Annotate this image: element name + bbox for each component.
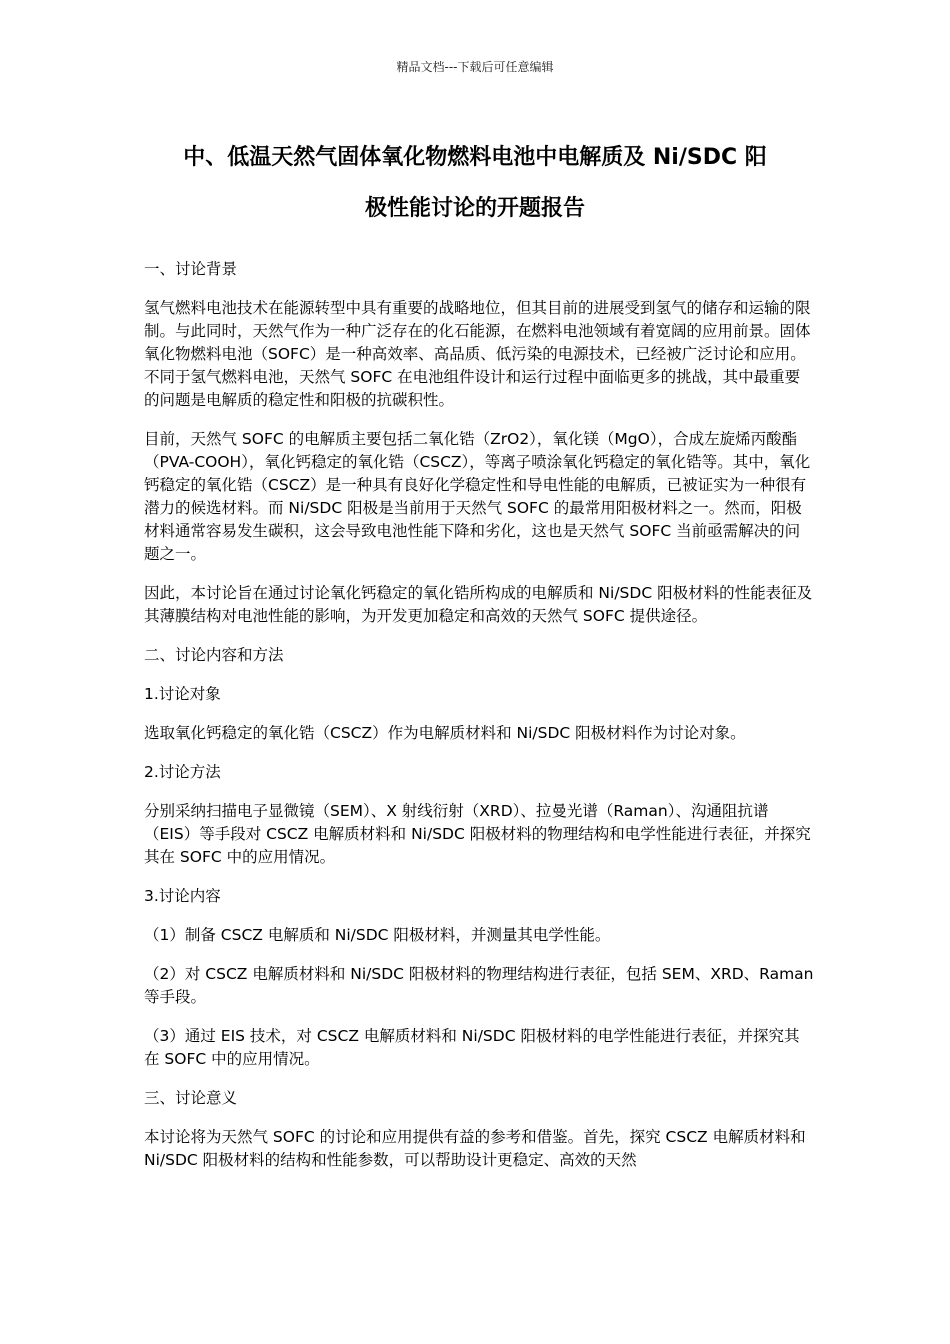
title-line-2: 极性能讨论的开题报告 — [364, 196, 585, 221]
content-item-3: （3）通过 EIS 技术，对 CSCZ 电解质材料和 Ni/SDC 阳极材料的电学性能进行表征，并探究其在 SOFC 中的应用情况。 — [144, 1027, 800, 1068]
subsection-1-heading: 1.讨论对象 — [144, 685, 221, 703]
subsection-3-heading: 3.讨论内容 — [144, 887, 221, 905]
section-2-heading: 二、讨论内容和方法 — [144, 646, 284, 664]
section-3-heading: 三、讨论意义 — [144, 1089, 238, 1107]
subsection-2-heading: 2.讨论方法 — [144, 763, 221, 781]
header-note: 精品文档---下载后可任意编辑 — [396, 60, 554, 74]
document-title — [120, 132, 830, 234]
subsection-1-text: 选取氧化钙稳定的氧化锆（CSCZ）作为电解质材料和 Ni/SDC 阳极材料作为讨论对象。 — [144, 724, 746, 742]
section-1-heading: 一、讨论背景 — [144, 260, 238, 278]
document-body — [144, 258, 814, 1188]
subsection-2-text: 分别采纳扫描电子显微镜（SEM）、X 射线衍射（XRD）、拉曼光谱（Raman）、沟通阻抗谱（EIS）等手段对 CSCZ 电解质材料和 Ni/SDC 阳极材料的物理结构和电学性能进行表征，并探究其在 SOFC 中的应用情况。 — [144, 802, 811, 866]
section-1-paragraph-1: 氢气燃料电池技术在能源转型中具有重要的战略地位，但其目前的进展受到氢气的储存和运输的限制。与此同时，天然气作为一种广泛存在的化石能源，在燃料电池领域有着宽阔的应用前景。固体氧化物燃料电池（SOFC）是一种高效率、高品质、低污染的电源技术，已经被广泛讨论和应用。不同于氢气燃料电池，天然气 SOFC 在电池组件设计和运行过程中面临更多的挑战，其中最重要的问题是电解质的稳定性和阳极的抗碳积性。 — [144, 299, 811, 409]
section-1-paragraph-3: 因此，本讨论旨在通过讨论氧化钙稳定的氧化锆所构成的电解质和 Ni/SDC 阳极材料的性能表征及其薄膜结构对电池性能的影响，为开发更加稳定和高效的天然气 SOFC 提供途径。 — [144, 584, 813, 625]
content-item-1: （1）制备 CSCZ 电解质和 Ni/SDC 阳极材料，并测量其电学性能。 — [144, 926, 611, 944]
section-3-paragraph-1: 本讨论将为天然气 SOFC 的讨论和应用提供有益的参考和借鉴。首先，探究 CSCZ 电解质材料和 Ni/SDC 阳极材料的结构和性能参数，可以帮助设计更稳定、高效的天然 — [144, 1128, 806, 1169]
content-item-2: （2）对 CSCZ 电解质材料和 Ni/SDC 阳极材料的物理结构进行表征，包括 SEM、XRD、Raman 等手段。 — [144, 965, 814, 1006]
section-1-paragraph-2: 目前，天然气 SOFC 的电解质主要包括二氧化锆（ZrO2），氧化镁（MgO），合成左旋烯丙酸酯（PVA-COOH），氧化钙稳定的氧化锆（CSCZ），等离子喷涂氧化钙稳定的氧化锆等。其中，氧化钙稳定的氧化锆（CSCZ）是一种具有良好化学稳定性和导电性能的电解质，已被证实为一种很有潜力的候选材料。而 Ni/SDC 阳极是当前用于天然气 SOFC 的最常用阳极材料之一。然而，阳极材料通常容易发生碳积，这会导致电池性能下降和劣化，这也是天然气 SOFC 当前亟需解决的问题之一。 — [144, 430, 811, 563]
title-line-1: 中、低温天然气固体氧化物燃料电池中电解质及 Ni/SDC 阳 — [183, 145, 767, 170]
